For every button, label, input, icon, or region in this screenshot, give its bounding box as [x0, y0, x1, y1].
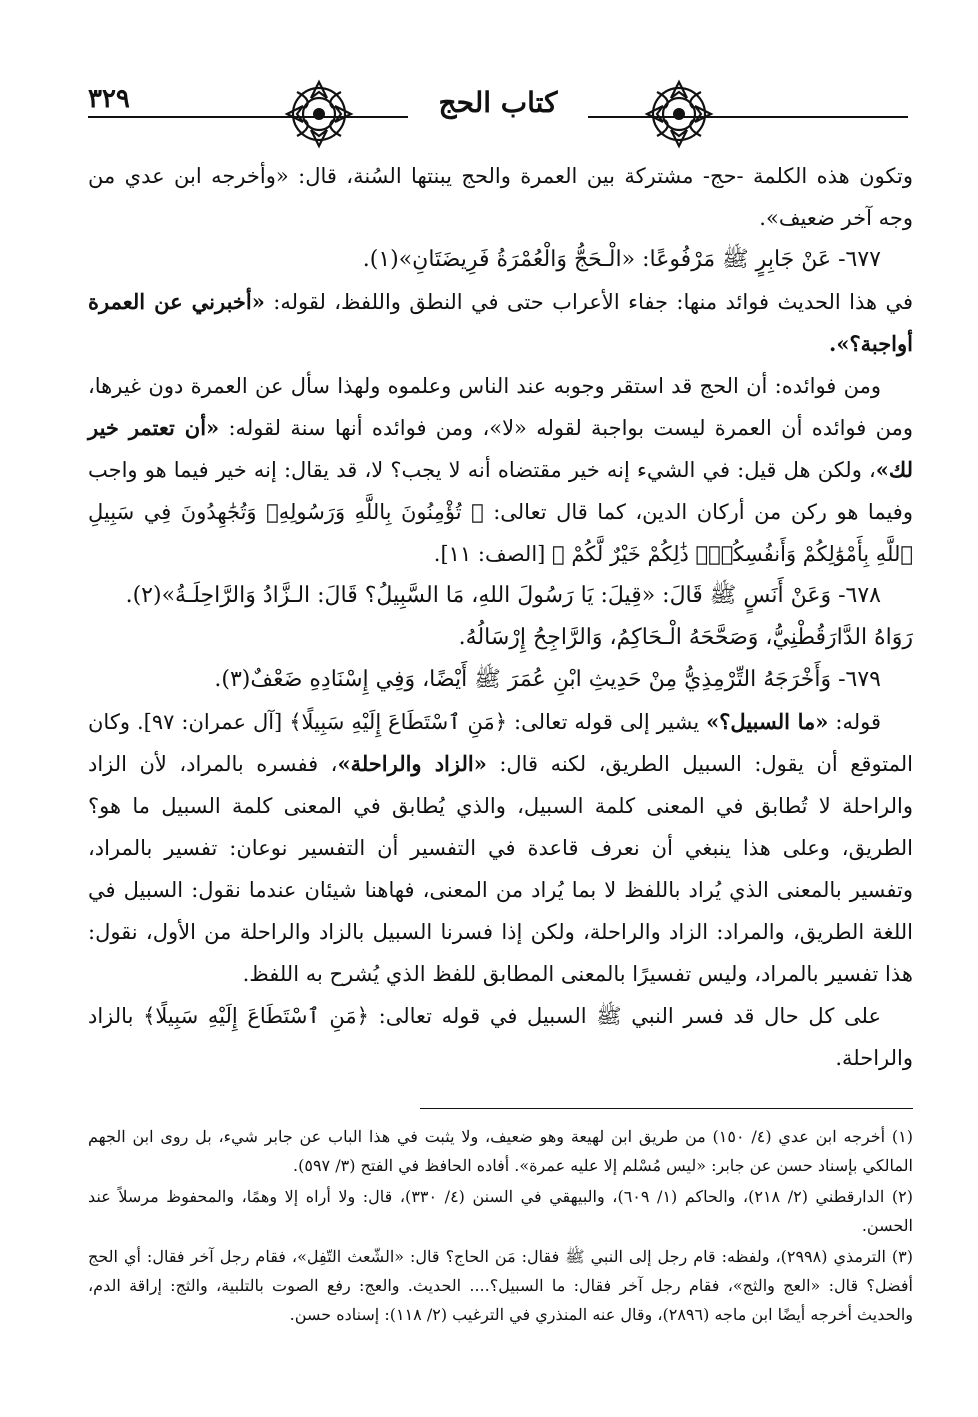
paragraph: [88, 281, 913, 365]
footnote-3: (٣) الترمذي (٢٩٩٨)، ولفظه: قام رجل إلى النبي ﷺ فقال: مَن الحاج؟ قال: «الشّعث التّفِل»، فقام رجل آخر فقال: أي الحج أفضل؟ قال: «العج والثج»، فقام رجل آخر فقال: ما السبيل؟.... الحديث. والعج: رفع الصوت بالتلبية، والثج: إراقة الدم، والحديث أخرجه أيضًا ابن ماجه (٢٨٩٦)، وقال عنه المنذري في الترغيب (٢/ ١١٨): إسناده حسن.: [88, 1247, 914, 1324]
page-header: [88, 74, 908, 154]
paragraph-text: ، ففسره بالمراد، لأن الزاد والراحلة لا تُطابق في المعنى كلمة السبيل، والذي يُطابق في المعنى كلمة السبيل ما هو؟ الطريق، وعلى هذا ينبغي أن نعرف قاعدة في التفسير أن التفسير نوعان: تفسير بالمراد، وتفسير بالمعنى الذي يُراد باللفظ لا بما يُراد من المعنى، فهاهنا شيئان عندما نقول: السبيل في اللغة الطريق، والمراد: الزاد والراحلة، ولكن إذا فسرنا السبيل بالزاد والراحلة من الأول، نقول: هذا تفسير بالمراد، وليس تفسيرًا بالمعنى المطابق للفظ الذي يُشرح به اللفظ.: [88, 752, 914, 986]
paragraph-text: يشير إلى قوله تعالى: ﴿مَنِ ٱسْتَطَاعَ إِلَيْهِ سَبِيلًا﴾ [آل عمران: ٩٧]. وكان المتوقع أن يقول: السبيل الطريق، لكنه قال:: [88, 710, 914, 776]
hadith-678: ٦٧٨- وَعَنْ أَنَسٍ ﷺ قَالَ: «قِيلَ: يَا رَسُولَ اللهِ، مَا السَّبِيلُ؟ قَالَ: الـزَّادُ وَالرَّاحِلَـةُ»(٢).: [125, 583, 881, 608]
ornament-icon: [283, 78, 355, 150]
footnote-2: (٢) الدارقطني (٢/ ٢١٨)، والحاكم (١/ ٦٠٩)، والبيهقي في السنن (٤/ ٣٣٠)، قال: ولا أراه إلا وهمًا، والمحفوظ مرسلاً عند الحسن.: [88, 1187, 913, 1235]
main-text: [88, 155, 913, 1079]
hadith-677: ٦٧٧- عَنْ جَابِرٍ ﷺ مَرْفُوعًا: «الْـحَجُّ وَالْعُمْرَةُ فَرِيضَتَانِ»(١).: [362, 247, 881, 272]
header-title: كتاب الحج: [408, 86, 588, 119]
quoted-phrase: «ما السبيل؟»: [706, 709, 829, 734]
hadith-678-grading: رَوَاهُ الدَّارَقُطْنِيُّ، وَصَحَّحَهُ الْـحَاكِمُ، وَالرَّاجِحُ إِرْسَالُهُ.: [458, 625, 913, 650]
paragraph: على كل حال قد فسر النبي ﷺ السبيل في قوله تعالى: ﴿مَنِ ٱسْتَطَاعَ إِلَيْهِ سَبِيلًا﴾ بالزاد والراحلة.: [88, 1004, 913, 1070]
paragraph-text: ، ولكن هل قيل: في الشيء إنه خير مقتضاه أنه لا يجب؟ لا، قد يقال: إنه خير فيما هو واجب وفيما هو ركن من أركان الدين، كما قال تعالى: ﴿ تُؤْمِنُونَ بِاللَّهِ وَرَسُولِهِۦ وَتُجَٰهِدُونَ فِي سَبِيلِ ٱللَّهِ بِأَمْوَٰلِكُمْ وَأَنفُسِكُمْۚ ذَٰلِكُمْ خَيْرٌ لَّكُمْ ﴾ [الصف: ١١].: [88, 458, 913, 566]
hadith-679: ٦٧٩- وَأَخْرَجَهُ التِّرْمِذِيُّ مِنْ حَدِيثِ ابْنِ عُمَرَ ﷺ أَيْضًا، وَفِي إِسْنَادِهِ ضَعْفٌ(٣).: [214, 667, 881, 692]
footnote-1: (١) أخرجه ابن عدي (٤/ ١٥٠) من طريق ابن لهيعة وهو ضعيف، ولا يثبت في هذا الباب عن جابر شيء، بل روى ابن الجهم المالكي بإسناد حسن عن جابر: «ليس مُسْلم إلا عليه عمرة». أفاده الحافظ في الفتح (٣/ ٥٩٧).: [88, 1127, 913, 1175]
paragraph: [88, 701, 913, 995]
paragraph: وتكون هذه الكلمة -حج- مشتركة بين العمرة والحج يبنتها السُنة، قال: «وأخرجه ابن عدي من وجه آخر ضعيف».: [88, 164, 913, 230]
footnotes: [88, 1122, 913, 1331]
quoted-phrase: «أخبرني عن العمرة أواجبة؟».: [88, 289, 913, 356]
paragraph-text: في هذا الحديث فوائد منها: جفاء الأعراب حتى في النطق واللفظ، لقوله:: [264, 290, 914, 314]
quoted-phrase: «أن تعتمر خير لك»: [88, 415, 914, 482]
paragraph-text: قوله:: [828, 710, 881, 734]
paragraph: [88, 365, 913, 575]
paragraph-text: ومن فوائده: أن الحج قد استقر وجوبه عند الناس وعلموه ولهذا سأل عن العمرة دون غيرها، ومن فوائده أن العمرة ليست بواجبة لقوله «لا»، ومن فوائده أنها سنة لقوله:: [88, 374, 913, 440]
ornament-icon: [643, 78, 715, 150]
quoted-phrase: «الزاد والراحلة»: [337, 751, 487, 776]
footnote-divider: [420, 1108, 913, 1109]
page-number: ٣٢٩: [88, 84, 130, 114]
